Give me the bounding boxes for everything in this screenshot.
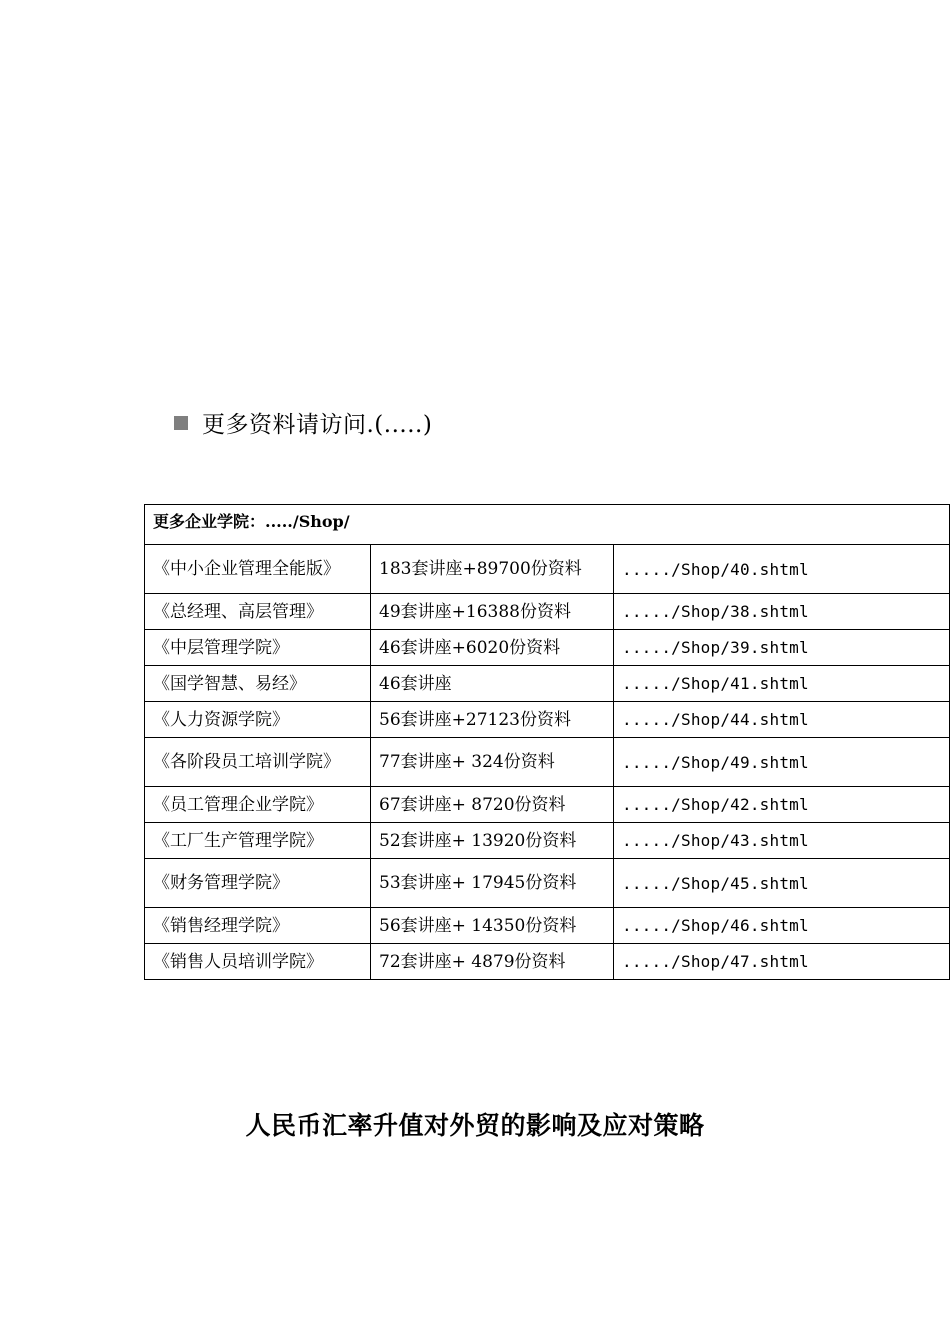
course-name: 《员工管理企业学院》: [145, 787, 371, 823]
table-row: [145, 738, 950, 787]
course-link[interactable]: ...../Shop/49.shtml: [614, 738, 950, 787]
course-link[interactable]: ...../Shop/47.shtml: [614, 944, 950, 980]
course-content: 52套讲座+ 13920份资料: [371, 823, 614, 859]
course-name: 《国学智慧、易经》: [145, 666, 371, 702]
course-name: 《销售经理学院》: [145, 908, 371, 944]
course-content: 77套讲座+ 324份资料: [371, 738, 614, 787]
course-name: 《中层管理学院》: [145, 630, 371, 666]
course-content: 56套讲座+27123份资料: [371, 702, 614, 738]
course-content: 67套讲座+ 8720份资料: [371, 787, 614, 823]
course-name: 《销售人员培训学院》: [145, 944, 371, 980]
course-link[interactable]: ...../Shop/44.shtml: [614, 702, 950, 738]
table-row: [145, 545, 950, 594]
course-content: 49套讲座+16388份资料: [371, 594, 614, 630]
table-row: [145, 702, 950, 738]
table-row: [145, 594, 950, 630]
course-content: 46套讲座+6020份资料: [371, 630, 614, 666]
table-row: [145, 944, 950, 980]
table-row: [145, 787, 950, 823]
course-content: 46套讲座: [371, 666, 614, 702]
course-content: 56套讲座+ 14350份资料: [371, 908, 614, 944]
square-bullet-icon: [174, 416, 188, 430]
course-link[interactable]: ...../Shop/46.shtml: [614, 908, 950, 944]
course-name: 《中小企业管理全能版》: [145, 545, 371, 594]
course-content: 53套讲座+ 17945份资料: [371, 859, 614, 908]
table-row: [145, 630, 950, 666]
course-catalog-table: [144, 504, 950, 980]
course-link[interactable]: ...../Shop/42.shtml: [614, 787, 950, 823]
table-row: [145, 823, 950, 859]
table-header: 更多企业学院：...../Shop/: [145, 505, 950, 545]
promo-line: [174, 404, 432, 440]
course-link[interactable]: ...../Shop/43.shtml: [614, 823, 950, 859]
course-name: 《人力资源学院》: [145, 702, 371, 738]
promo-text: 更多资料请访问.(.....): [202, 411, 433, 438]
course-link[interactable]: ...../Shop/38.shtml: [614, 594, 950, 630]
course-link[interactable]: ...../Shop/45.shtml: [614, 859, 950, 908]
course-name: 《工厂生产管理学院》: [145, 823, 371, 859]
course-link[interactable]: ...../Shop/39.shtml: [614, 630, 950, 666]
course-name: 《总经理、高层管理》: [145, 594, 371, 630]
table-row: [145, 859, 950, 908]
course-link[interactable]: ...../Shop/41.shtml: [614, 666, 950, 702]
table-row: [145, 908, 950, 944]
course-link[interactable]: ...../Shop/40.shtml: [614, 545, 950, 594]
table-header-row: [145, 505, 950, 545]
course-name: 《财务管理学院》: [145, 859, 371, 908]
course-content: 183套讲座+89700份资料: [371, 545, 614, 594]
course-name: 《各阶段员工培训学院》: [145, 738, 371, 787]
table-row: [145, 666, 950, 702]
course-content: 72套讲座+ 4879份资料: [371, 944, 614, 980]
document-title: 人民币汇率升值对外贸的影响及应对策略: [245, 1111, 705, 1140]
